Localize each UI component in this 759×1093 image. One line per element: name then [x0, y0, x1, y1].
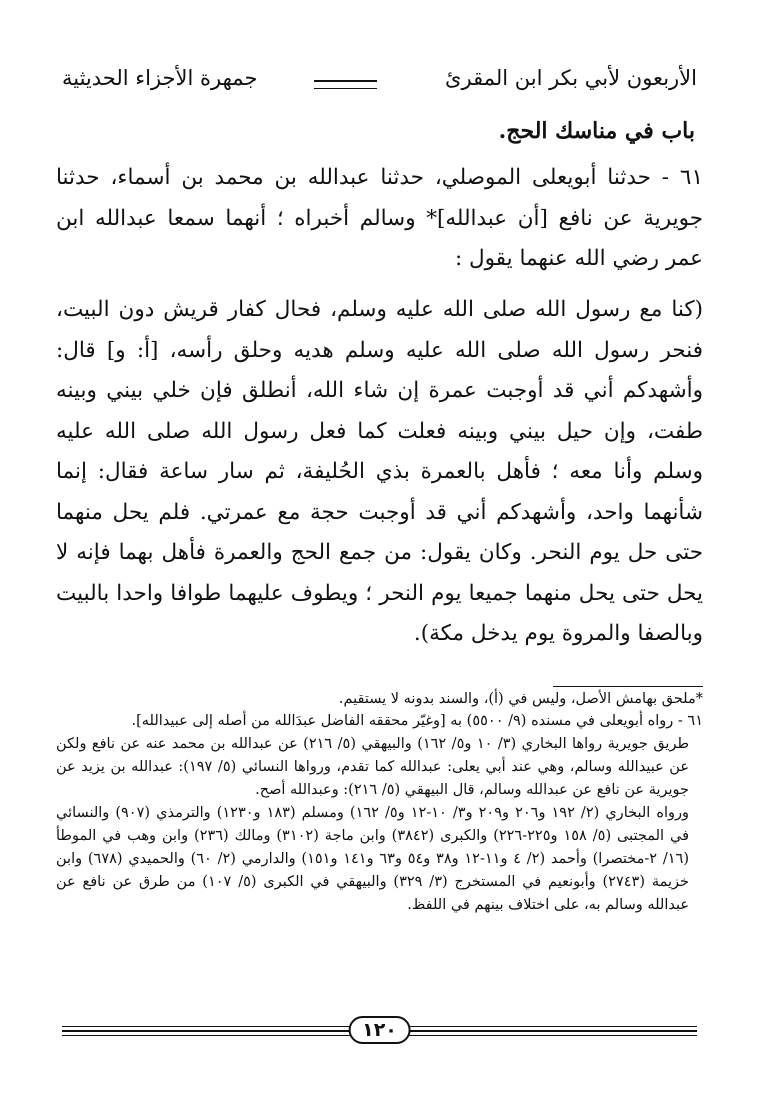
- hadith-matn: (كنا مع رسول الله صلى الله عليه وسلم، فحال كفار قريش دون البيت، فنحر رسول الله صلى الله عليه وسلم هديه وحلق رأسه، [أ: و] قال: وأشهدكم أني قد أوجبت عمرة إن شاء الله، أنطلق فإن خلي بيني وبينه طفت، وإن حيل بيني وبينه فعلت كما فعل رسول الله صلى الله عليه وسلم وأنا معه ؛ فأهل بالعمرة بذي الحُليفة، ثم سار ساعة فقال: إنما شأنهما واحد، وأشهدكم أني قد أوجبت حجة مع عمرتي. فلم يحل منهما حتى حل يوم النحر. وكان يقول: من جمع الحج والعمرة فأهل بهما فإنه لا يحل حتى يحل منهما جميعا يوم النحر ؛ ويطوف عليهما طوافا واحدا بالبيت وبالصفا والمروة يوم يدخل مكة).: [56, 297, 703, 646]
- footnote-61-first: ٦١ - رواه أبويعلى في مسنده (٩/ ٥٥٠٠) به [وغيّر محققه الفاضل عبدَالله من أصله إلى عبيدالله].: [131, 713, 703, 729]
- page-footer: [62, 1018, 697, 1048]
- footnote-star: *ملحق بهامش الأصل، وليس في (أ)، والسند بدونه لا يستقيم.: [338, 691, 703, 707]
- hadith-isnad: ٦١ - حدثنا أبويعلى الموصلي، حدثنا عبدالله بن محمد بن أسماء، حدثنا جويرية عن نافع [أن عبدالله]* وسالم أخبراه ؛ أنهما سمعا عبدالله ابن عمر رضي الله عنهما يقول :: [56, 165, 703, 271]
- footnote-61-extra: ورواه البخاري (٢/ ١٩٢ و٢٠٦ و٢٠٩ و٣/ ١٠-١٢ و٥/ ١٦٢) ومسلم (١٨٣ و١٢٣٠) والترمذي (٩٠٧) والنسائي في المجتبى (٥/ ١٥٨ و٢٢٥-٢٢٦) والكبرى (٣٨٤٢) وابن ماجة (٣١٠٢) ومالك (٢٣٦) وابن وهب في الموطأ (١٦/ ٢-مختصرا) وأحمد (٢/ ٤ و١١-١٢ و٣٨ و٥٤ و٦٣ و١٤١ و١٥١) والدارمي (٢/ ٦٠) والحميدي (٦٧٨) وابن خزيمة (٢٧٤٣) وأبونعيم في المستخرج (٣/ ٣٢٩) والبيهقي في الكبرى (٥/ ١٠٧) من طرق عن نافع عن عبدالله وسالم به، على اختلاف بينهم في اللفظ.: [56, 805, 690, 913]
- book-title: الأربعون لأبي بكر ابن المقرئ: [445, 66, 697, 90]
- footnote-separator: [553, 686, 703, 687]
- running-header: [62, 62, 697, 102]
- header-rule: [314, 80, 377, 89]
- footnote-61: [56, 710, 703, 917]
- chapter-heading: باب في مناسك الحج.: [498, 118, 695, 144]
- series-title: جمهرة الأجزاء الحديثية: [62, 66, 258, 90]
- page-number: ١٢٠: [348, 1016, 411, 1044]
- footnote-61-rest: طريق جويرية رواها البخاري (٣/ ١٠ و٥/ ١٦٢) والبيهقي (٥/ ٢١٦) عن عبدالله بن محمد عنه عن نافع ولكن عن عبيدالله وسالم، وهي عند أبي يعلى: عبدالله كما تقدم، ورواها النسائي (٥/ ١٩٧): عبدالله بن يزيد عن جويرية عن نافع عن عبدالله وسالم، قال البيهقي (٥/ ٢١٦): وعبدالله أصح.: [56, 736, 690, 798]
